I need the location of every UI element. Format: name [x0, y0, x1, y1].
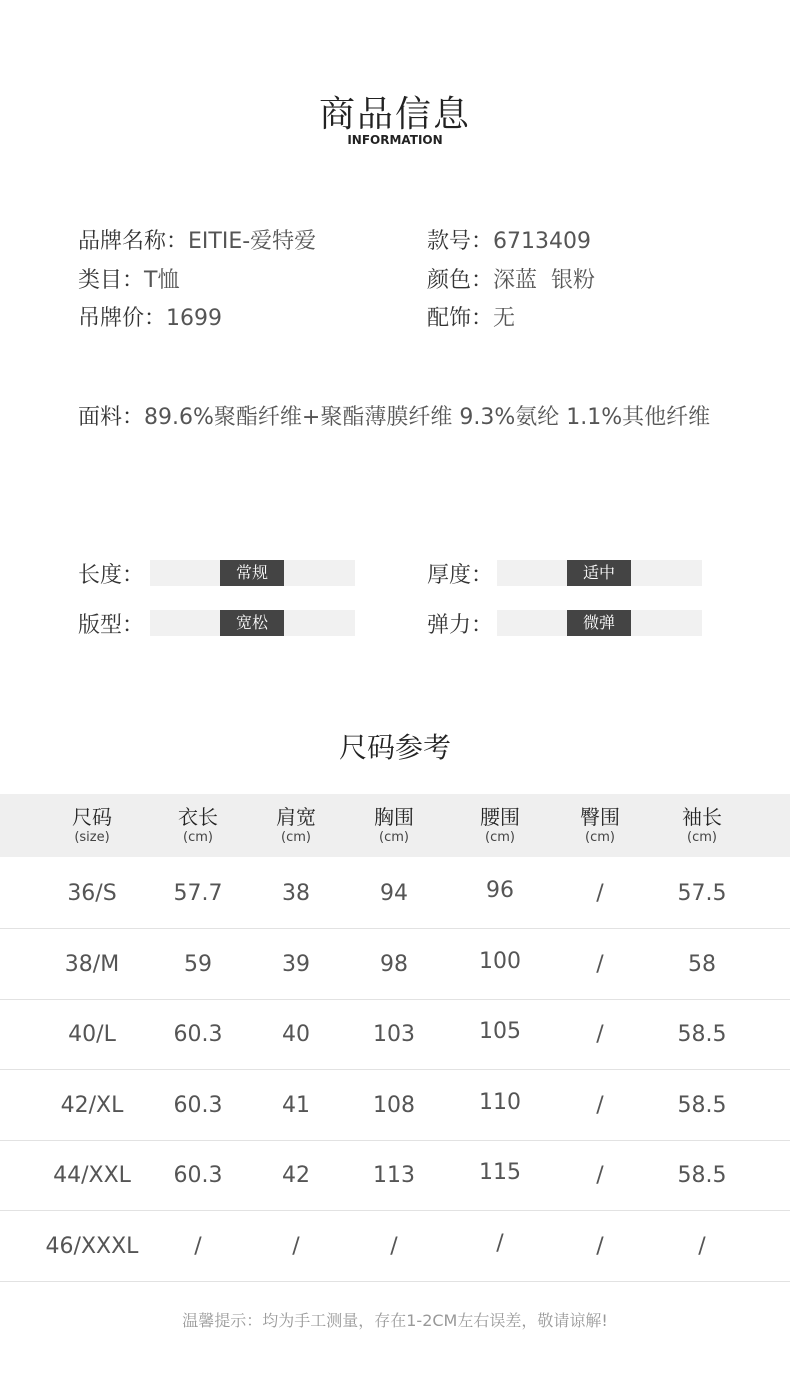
- info-fabric: [78, 400, 710, 431]
- info-brand-label: 品牌名称：: [78, 229, 189, 254]
- col-header-sleeve-name: 袖长: [682, 805, 722, 829]
- cell-shoulder: 40: [282, 1022, 310, 1047]
- cell-hip: /: [596, 1234, 604, 1259]
- info-brand-value: EITIE-爱特爱: [188, 229, 317, 254]
- info-category-value: T恤: [144, 268, 180, 293]
- cell-length: 60.3: [173, 1093, 223, 1118]
- cell-sleeve: 58.5: [677, 1022, 727, 1047]
- col-header-shoulder: [246, 804, 346, 846]
- page-title: 商品信息: [318, 94, 471, 135]
- info-fabric-value: 89.6%聚酯纤维+聚酯薄膜纤维 9.3%氨纶 1.1%其他纤维: [144, 405, 711, 430]
- info-style-no-value: 6713409: [493, 229, 591, 254]
- col-header-waist: [450, 804, 550, 846]
- cell-shoulder: /: [292, 1234, 300, 1259]
- cell-length: 57.7: [173, 881, 223, 906]
- cell-chest: /: [390, 1234, 398, 1259]
- cell-waist: 105: [479, 1019, 521, 1044]
- cell-length: /: [194, 1234, 202, 1259]
- attr-fit-bar: [150, 610, 355, 636]
- cell-waist: 100: [479, 949, 521, 974]
- info-color: [427, 263, 595, 294]
- cell-chest: 94: [380, 881, 408, 906]
- info-price-label: 吊牌价：: [78, 306, 167, 331]
- col-header-waist-name: 腰围: [480, 805, 520, 829]
- cell-shoulder: 41: [282, 1093, 310, 1118]
- attr-length-label: 长度：: [78, 563, 145, 588]
- cell-size: 38/M: [64, 952, 120, 977]
- size-chart-title: 尺码参考: [338, 731, 451, 764]
- info-category: [78, 263, 179, 294]
- table-row: [0, 999, 790, 1070]
- info-accessory-label: 配饰：: [427, 306, 494, 331]
- cell-sleeve: 57.5: [677, 881, 727, 906]
- cell-chest: 108: [373, 1093, 415, 1118]
- col-header-sleeve-unit: (cm): [687, 830, 717, 845]
- table-row: [0, 929, 790, 1000]
- attr-thickness-label: 厚度：: [427, 563, 494, 588]
- cell-hip: /: [596, 1163, 604, 1188]
- cell-size: 46/XXXL: [45, 1234, 139, 1259]
- attr-stretch-label: 弹力：: [427, 613, 494, 638]
- info-color-label: 颜色：: [427, 268, 494, 293]
- col-header-size-unit: (size): [74, 830, 110, 845]
- cell-hip: /: [596, 952, 604, 977]
- table-row: [0, 1211, 790, 1282]
- cell-sleeve: 58.5: [677, 1093, 727, 1118]
- col-header-size-name: 尺码: [72, 805, 112, 829]
- info-category-label: 类目：: [78, 268, 145, 293]
- cell-hip: /: [596, 1093, 604, 1118]
- table-row: [0, 1140, 790, 1211]
- cell-shoulder: 42: [282, 1163, 310, 1188]
- info-accessory: [427, 301, 515, 332]
- col-header-length-name: 衣长: [178, 805, 218, 829]
- attr-length-tag: 常规: [220, 560, 284, 586]
- table-row: [0, 1070, 790, 1141]
- cell-length: 59: [184, 952, 212, 977]
- col-header-hip: [550, 804, 650, 846]
- col-header-sleeve: [652, 804, 752, 846]
- col-header-chest-name: 胸围: [374, 805, 414, 829]
- info-color-value: 深蓝 银粉: [493, 268, 596, 293]
- cell-waist: /: [496, 1231, 504, 1256]
- cell-waist: 115: [479, 1160, 521, 1185]
- col-header-hip-name: 臀围: [580, 805, 620, 829]
- cell-hip: /: [596, 1022, 604, 1047]
- info-price: [78, 301, 222, 332]
- info-brand: [78, 224, 316, 255]
- attr-fit-tag: 宽松: [220, 610, 284, 636]
- col-header-size: [42, 804, 142, 846]
- cell-chest: 98: [380, 952, 408, 977]
- cell-sleeve: 58: [688, 952, 716, 977]
- info-fabric-label: 面料：: [78, 405, 145, 430]
- cell-sleeve: 58.5: [677, 1163, 727, 1188]
- cell-size: 42/XL: [60, 1093, 124, 1118]
- attr-thickness-tag: 适中: [567, 560, 631, 586]
- info-price-value: 1699: [166, 306, 223, 331]
- col-header-shoulder-name: 肩宽: [276, 805, 316, 829]
- cell-length: 60.3: [173, 1163, 223, 1188]
- col-header-shoulder-unit: (cm): [281, 830, 311, 845]
- attr-stretch-bar: [497, 610, 702, 636]
- table-row: [0, 858, 790, 929]
- size-table-header: [0, 794, 790, 857]
- col-header-waist-unit: (cm): [485, 830, 515, 845]
- cell-waist: 110: [479, 1090, 521, 1115]
- attr-stretch-tag: 微弹: [567, 610, 631, 636]
- attr-length-bar: [150, 560, 355, 586]
- cell-waist: 96: [486, 878, 514, 903]
- cell-chest: 113: [373, 1163, 415, 1188]
- info-style-no: [427, 224, 591, 255]
- col-header-chest-unit: (cm): [379, 830, 409, 845]
- col-header-length-unit: (cm): [183, 830, 213, 845]
- cell-length: 60.3: [173, 1022, 223, 1047]
- cell-sleeve: /: [698, 1234, 706, 1259]
- page-subtitle: INFORMATION: [347, 133, 443, 147]
- cell-size: 44/XXL: [53, 1163, 131, 1188]
- cell-chest: 103: [373, 1022, 415, 1047]
- cell-shoulder: 39: [282, 952, 310, 977]
- attr-thickness-bar: [497, 560, 702, 586]
- info-style-no-label: 款号：: [427, 229, 494, 254]
- cell-size: 40/L: [68, 1022, 116, 1047]
- cell-hip: /: [596, 881, 604, 906]
- measurement-note: 温馨提示：均为手工测量，存在1-2CM左右误差，敬请谅解!: [182, 1311, 608, 1330]
- cell-size: 36/S: [67, 881, 117, 906]
- col-header-length: [148, 804, 248, 846]
- col-header-hip-unit: (cm): [585, 830, 615, 845]
- attr-fit-label: 版型：: [78, 613, 145, 638]
- info-accessory-value: 无: [493, 306, 516, 331]
- cell-shoulder: 38: [282, 881, 310, 906]
- col-header-chest: [344, 804, 444, 846]
